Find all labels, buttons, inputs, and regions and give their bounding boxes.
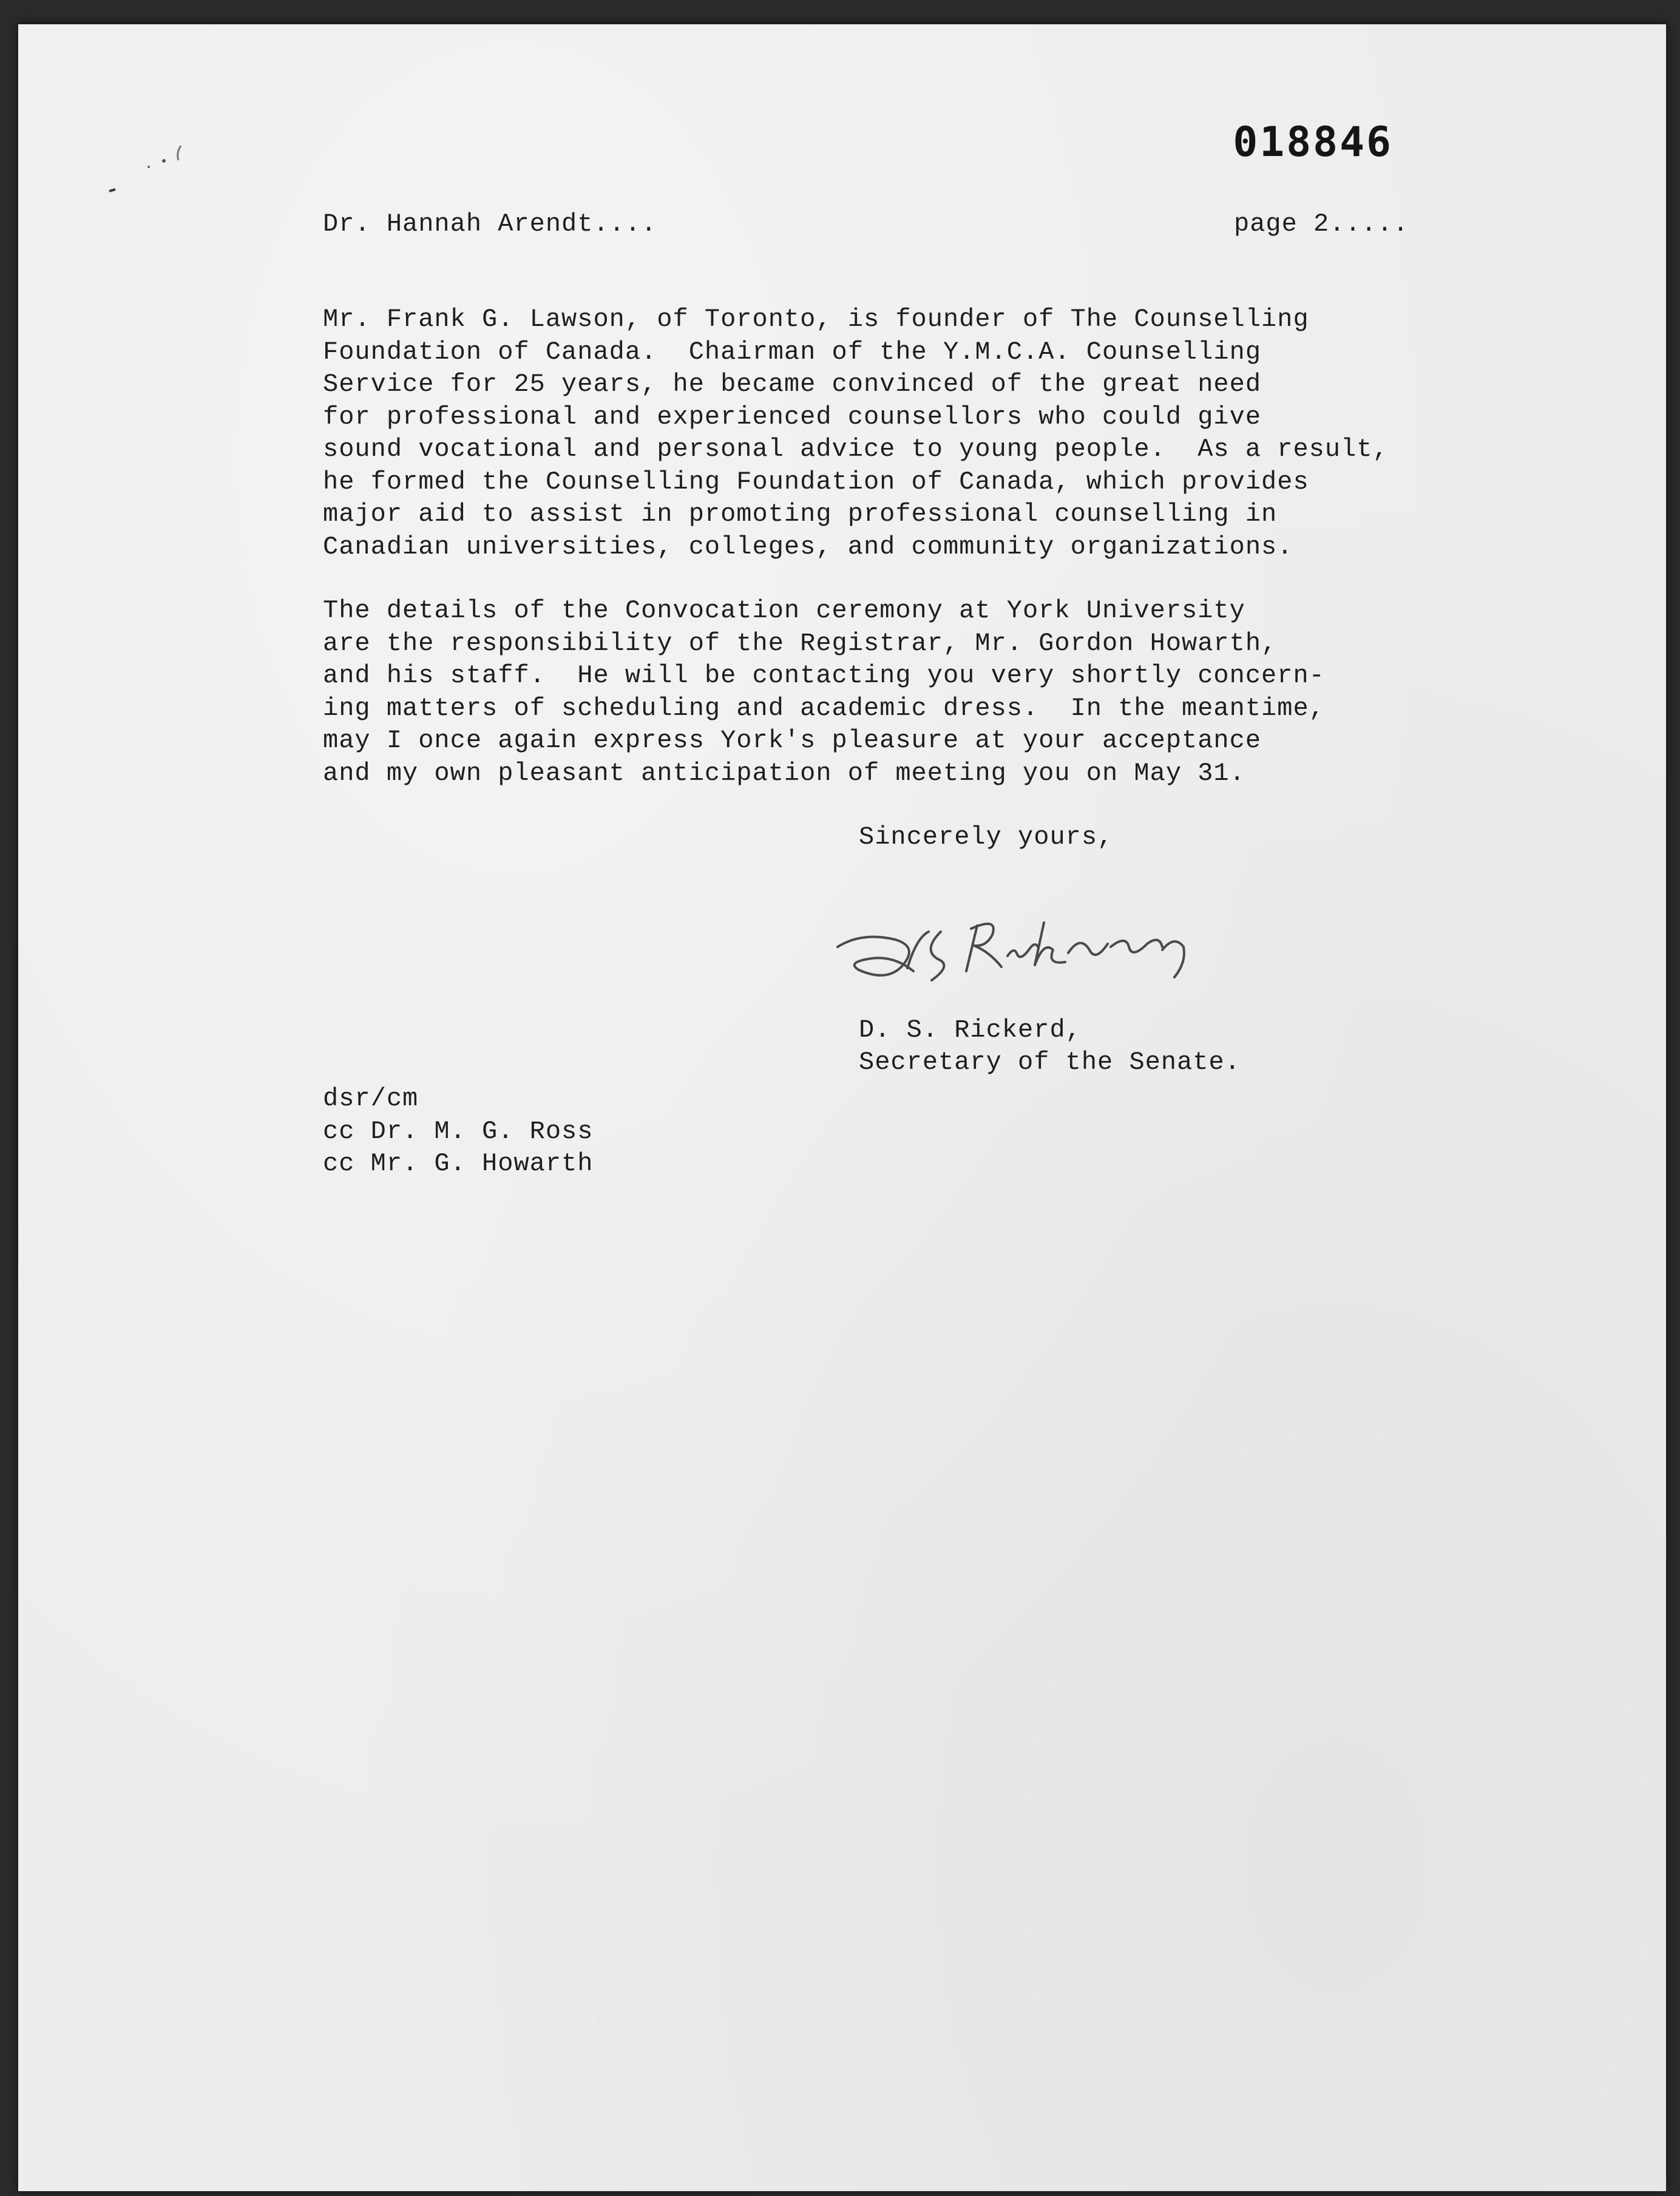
body-line: he formed the Counselling Foundation of Canada, which provides bbox=[323, 467, 1309, 496]
body-line: are the responsibility of the Registrar, Mr. Gordon Howarth, bbox=[323, 628, 1278, 658]
body-line: Foundation of Canada. Chairman of the Y.M.C.A. Counselling bbox=[323, 337, 1262, 367]
body-line: ing matters of scheduling and academic dress. In the meantime, bbox=[323, 693, 1325, 723]
body-line: Mr. Frank G. Lawson, of Toronto, is founder of The Counselling bbox=[323, 305, 1309, 334]
page-marker: page 2..... bbox=[1234, 209, 1409, 239]
reference-line: cc Dr. M. G. Ross bbox=[323, 1116, 594, 1146]
body-line: for professional and experienced counsellors who could give bbox=[323, 402, 1262, 432]
letter-page bbox=[18, 24, 1666, 2191]
reference-initials bbox=[323, 1083, 593, 1181]
reference-line: dsr/cm bbox=[323, 1084, 419, 1113]
paragraph-convocation bbox=[323, 595, 1325, 790]
body-line: Service for 25 years, he became convinced of the great need bbox=[323, 370, 1262, 399]
paper-specks bbox=[91, 134, 212, 206]
closing-salutation: Sincerely yours, bbox=[859, 822, 1114, 852]
body-line: and his staff. He will be contacting you very shortly concern- bbox=[323, 661, 1325, 690]
reference-line: cc Mr. G. Howarth bbox=[323, 1149, 594, 1178]
signer-name: D. S. Rickerd, bbox=[859, 1015, 1082, 1045]
paragraph-lawson bbox=[323, 303, 1389, 563]
body-line: sound vocational and personal advice to young people. As a result, bbox=[323, 435, 1389, 464]
body-line: The details of the Convocation ceremony at York University bbox=[323, 596, 1245, 625]
body-line: major aid to assist in promoting professional counselling in bbox=[323, 500, 1278, 529]
body-line: may I once again express York's pleasure at your acceptance bbox=[323, 726, 1262, 755]
recipient-header: Dr. Hannah Arendt.... bbox=[323, 209, 657, 239]
body-line: Canadian universities, colleges, and community organizations. bbox=[323, 532, 1293, 561]
body-line: and my own pleasant anticipation of meeting you on May 31. bbox=[323, 758, 1245, 788]
signer-title: Secretary of the Senate. bbox=[859, 1048, 1241, 1077]
signature-icon bbox=[825, 904, 1262, 1001]
document-number: 018846 bbox=[1233, 118, 1393, 166]
